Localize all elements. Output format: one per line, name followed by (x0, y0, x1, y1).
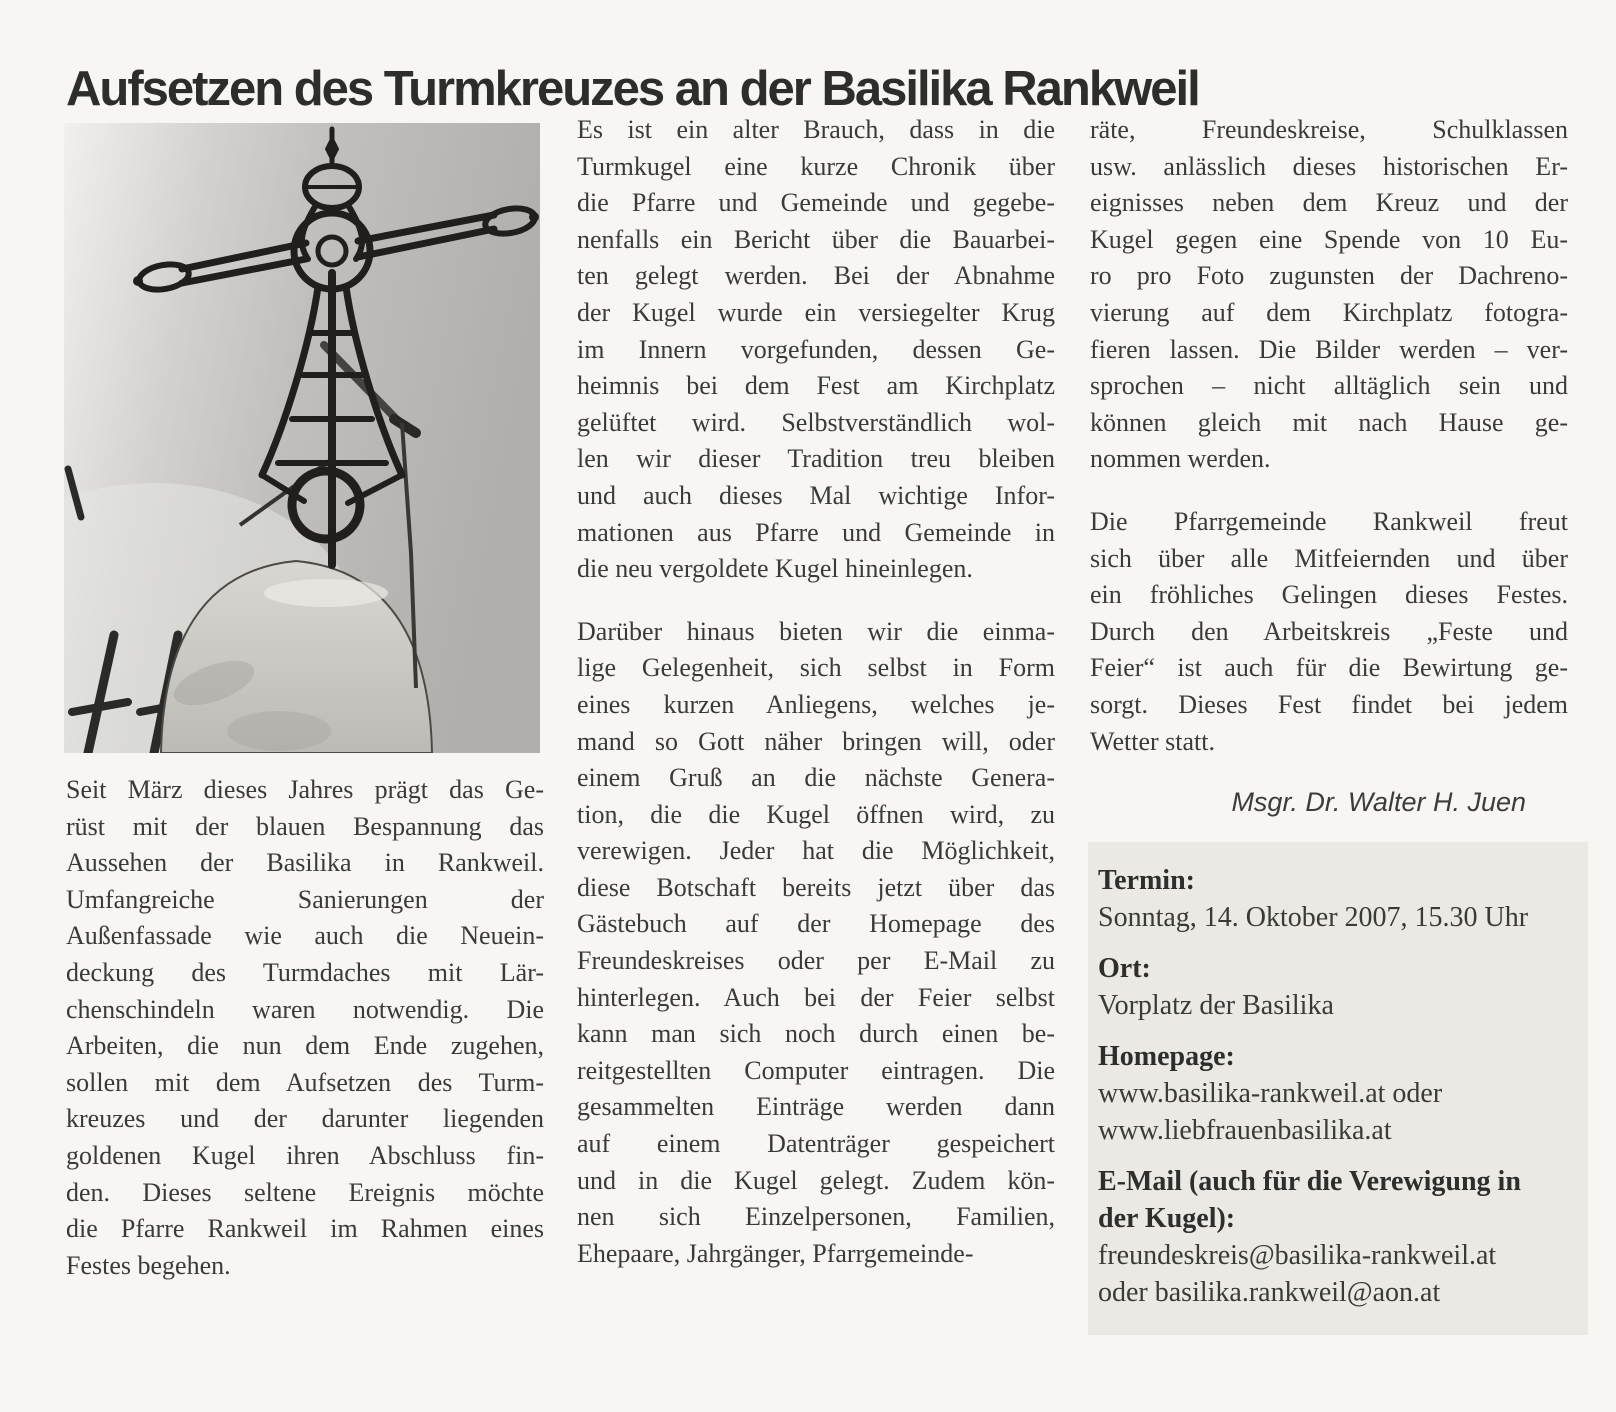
info-entry-email (1098, 1163, 1562, 1311)
text-line: eines kurzen Anliegens, welches je- (577, 689, 1055, 719)
text-line: Umfangreiche Sanierungen der (66, 884, 544, 914)
column-middle (577, 112, 1055, 1272)
text-line: sprochen – nicht alltäglich sein und (1090, 371, 1568, 401)
text-line: im Innern vorgefunden, dessen Ge- (577, 334, 1055, 364)
termin-label: Termin: (1098, 865, 1195, 896)
tower-cross-photo (64, 123, 540, 753)
text-line: len wir dieser Tradition treu bleiben (577, 444, 1055, 474)
text-line: hinterlegen. Auch bei der Feier selbst (577, 982, 1055, 1012)
text-line: Wetter statt. (1090, 726, 1215, 756)
text-line: ten gelegt werden. Bei der Abnahme (577, 261, 1055, 291)
text-line: Die Pfarrgemeinde Rankweil freut (1090, 506, 1568, 536)
author-byline: Msgr. Dr. Walter H. Juen (1231, 787, 1526, 818)
paragraph (1090, 112, 1568, 478)
text-line: nenfalls ein Bericht über die Bauarbei- (577, 224, 1055, 254)
column-right (1090, 112, 1568, 821)
article-headline: Aufsetzen des Turmkreuzes an der Basilika Rankweil (66, 61, 1199, 116)
text-line: sich über alle Mitfeiernden und über (1090, 543, 1568, 573)
email-label: E-Mail (auch für die Verewigung in der Kugel): (1098, 1166, 1521, 1234)
text-line: ein fröhliches Gelingen dieses Festes. (1090, 580, 1568, 610)
text-line: Es ist ein alter Brauch, dass in die (577, 115, 1055, 144)
text-line: mand so Gott näher bringen will, oder (577, 726, 1055, 756)
text-line: reitgestellten Computer eintragen. Die (577, 1055, 1055, 1085)
text-line: Darüber hinaus bieten wir die einma- (577, 616, 1055, 646)
text-line: räte, Freundeskreise, Schulklassen (1090, 115, 1568, 144)
text-line: diese Botschaft bereits jetzt über das (577, 872, 1055, 902)
text-line: chenschindeln waren notwendig. Die (66, 994, 544, 1024)
text-line: den. Dieses seltene Ereignis möchte (66, 1177, 544, 1207)
termin-value (1098, 899, 1562, 936)
tower-cross-illustration (64, 123, 540, 753)
text-line: und auch dieses Mal wichtige Infor- (577, 480, 1055, 510)
homepage-value (1098, 1075, 1562, 1149)
text-line: die Pfarre und Gemeinde und gegebe- (577, 188, 1055, 218)
text-line: Feier“ ist auch für die Bewirtung ge- (1090, 653, 1568, 683)
text-line: und in die Kugel gelegt. Zudem kön- (577, 1165, 1055, 1195)
text-line: ro pro Foto zugunsten der Dachreno- (1090, 261, 1568, 291)
text-line: oder basilika.rankweil@aon.at (1098, 1277, 1441, 1308)
text-line: Gästebuch auf der Homepage des (577, 909, 1055, 939)
paragraph (1090, 504, 1568, 760)
text-line: vierung auf dem Kirchplatz fotogra- (1090, 297, 1568, 327)
text-line: Aussehen der Basilika in Rankweil. (66, 848, 544, 878)
info-entry-termin (1098, 862, 1562, 936)
text-line: nen sich Einzelpersonen, Familien, (577, 1202, 1055, 1232)
text-line: freundeskreis@basilika-rankweil.at (1098, 1240, 1497, 1271)
column-left (66, 772, 544, 1284)
homepage-label: Homepage: (1098, 1041, 1235, 1072)
text-line: Außenfassade wie auch die Neuein- (66, 921, 544, 951)
text-line: Seit März dieses Jahres prägt das Ge- (66, 775, 544, 804)
text-line: lige Gelegenheit, sich selbst in Form (577, 653, 1055, 683)
info-entry-homepage (1098, 1038, 1562, 1149)
info-entry-ort (1098, 950, 1562, 1024)
text-line: deckung des Turmdaches mit Lär- (66, 957, 544, 987)
text-line: Durch den Arbeitskreis „Feste und (1090, 616, 1568, 646)
text-line: auf einem Datenträger gespeichert (577, 1129, 1055, 1159)
text-line: Turmkugel eine kurze Chronik über (577, 151, 1055, 181)
text-line: Vorplatz der Basilika (1098, 990, 1334, 1021)
text-line: können gleich mit nach Hause ge- (1090, 407, 1568, 437)
text-line: www.basilika-rankweil.at oder (1098, 1078, 1443, 1109)
paragraph (577, 614, 1055, 1273)
text-line: rüst mit der blauen Bespannung das (66, 811, 544, 841)
text-line: kann man sich noch durch einen be- (577, 1019, 1055, 1049)
ort-label: Ort: (1098, 953, 1151, 984)
text-line: Festes begehen. (66, 1250, 231, 1280)
text-line: Freundeskreises oder per E-Mail zu (577, 946, 1055, 976)
paragraph (577, 112, 1055, 588)
text-line: Kugel gegen eine Spende von 10 Eu- (1090, 224, 1568, 254)
text-line: Ehepaare, Jahrgänger, Pfarrgemeinde- (577, 1238, 974, 1268)
text-line: mationen aus Pfarre und Gemeinde in (577, 517, 1055, 547)
text-line: Sonntag, 14. Oktober 2007, 15.30 Uhr (1098, 902, 1529, 933)
text-line: fieren lassen. Die Bilder werden – ver- (1090, 334, 1568, 364)
text-line: der Kugel wurde ein versiegelter Krug (577, 297, 1055, 327)
ort-value (1098, 987, 1562, 1024)
text-line: nommen werden. (1090, 444, 1271, 474)
text-line: Arbeiten, die nun dem Ende zugehen, (66, 1031, 544, 1061)
text-line: tion, die die Kugel öffnen wird, zu (577, 799, 1055, 829)
text-line: einem Gruß an die nächste Genera- (577, 763, 1055, 793)
text-line: kreuzes und der darunter liegenden (66, 1104, 544, 1134)
text-line: heimnis bei dem Fest am Kirchplatz (577, 371, 1055, 401)
text-line: gelüftet wird. Selbstverständlich wol- (577, 407, 1055, 437)
text-line: sollen mit dem Aufsetzen des Turm- (66, 1067, 544, 1097)
text-line: usw. anlässlich dieses historischen Er- (1090, 151, 1568, 181)
text-line: die Pfarre Rankweil im Rahmen eines (66, 1214, 544, 1244)
text-line: die neu vergoldete Kugel hineinlegen. (577, 554, 973, 584)
text-line: eignisses neben dem Kreuz und der (1090, 188, 1568, 218)
email-value (1098, 1237, 1562, 1311)
event-info-box (1088, 842, 1588, 1335)
text-line: www.liebfrauenbasilika.at (1098, 1115, 1392, 1146)
text-line: gesammelten Einträge werden dann (577, 1092, 1055, 1122)
paragraph (66, 772, 544, 1284)
text-line: goldenen Kugel ihren Abschluss fin- (66, 1140, 544, 1170)
text-line: verewigen. Jeder hat die Möglichkeit, (577, 836, 1055, 866)
text-line: sorgt. Dieses Fest findet bei jedem (1090, 689, 1568, 719)
